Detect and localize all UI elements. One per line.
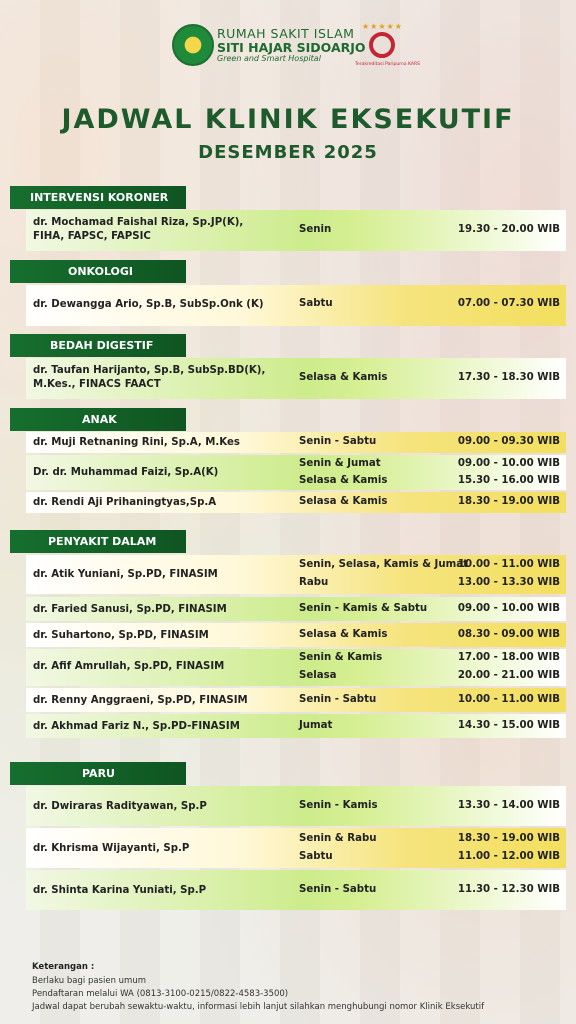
schedule-day: Senin - Sabtu [299, 436, 377, 447]
schedule-row [26, 870, 566, 910]
schedule-time: 17.30 - 18.30 WIB [457, 372, 560, 383]
schedule-day: Selasa & Kamis [299, 475, 388, 486]
doctor-name: dr. Renny Anggraeni, Sp.PD, FINASIM [33, 695, 248, 706]
schedule-day: Sabtu [299, 851, 333, 862]
notes-line: Berlaku bagi pasien umum [32, 976, 146, 986]
schedule-row [26, 649, 566, 686]
section-header-onkologi: ONKOLOGI [10, 260, 186, 283]
schedule-time: 13.30 - 14.00 WIB [457, 800, 560, 811]
doctor-name: Dr. dr. Muhammad Faizi, Sp.A(K) [33, 467, 219, 478]
schedule-row [26, 714, 566, 738]
schedule-time: 10.00 - 11.00 WIB [457, 559, 560, 570]
schedule-row [26, 786, 566, 826]
schedule-day: Sabtu [299, 298, 333, 309]
schedule-time: 18.30 - 19.00 WIB [457, 496, 560, 507]
schedule-time: 14.30 - 15.00 WIB [457, 720, 560, 731]
notes-line: Pendaftaran melalui WA (0813-3100-0215/0822-4583-3500) [32, 989, 289, 999]
schedule-row [26, 432, 566, 453]
doctor-name: dr. Afif Amrullah, Sp.PD, FINASIM [33, 661, 225, 672]
schedule-time: 13.00 - 13.30 WIB [457, 577, 560, 588]
schedule-time: 07.00 - 07.30 WIB [457, 298, 560, 309]
hospital-logo-icon [172, 24, 214, 66]
schedule-time: 19.30 - 20.00 WIB [457, 224, 560, 235]
doctor-name: dr. Khrisma Wijayanti, Sp.P [33, 843, 190, 854]
schedule-time: 08.30 - 09.00 WIB [457, 629, 560, 640]
schedule-row [26, 623, 566, 647]
doctor-name: dr. Atik Yuniani, Sp.PD, FINASIM [33, 569, 218, 580]
schedule-day: Selasa & Kamis [299, 496, 388, 507]
doctor-name: dr. Muji Retnaning Rini, Sp.A, M.Kes [33, 437, 240, 448]
stars-icon: ★★★★★ [362, 22, 403, 31]
section-header-anak: ANAK [10, 408, 186, 431]
schedule-row [26, 492, 566, 513]
schedule-time: 09.00 - 09.30 WIB [457, 436, 560, 447]
schedule-row [26, 210, 566, 251]
schedule-time: 11.30 - 12.30 WIB [457, 884, 560, 895]
schedule-day: Senin & Rabu [299, 833, 377, 844]
page-title: JADWAL KLINIK EKSEKUTIF [61, 104, 515, 135]
doctor-name: dr. Faried Sanusi, Sp.PD, FINASIM [33, 604, 227, 615]
schedule-row [26, 828, 566, 868]
schedule-day: Senin [299, 224, 332, 235]
schedule-day: Selasa & Kamis [299, 372, 388, 383]
section-header-penyakit-dalam: PENYAKIT DALAM [10, 530, 186, 553]
schedule-day: Senin - Sabtu [299, 694, 377, 705]
doctor-name: dr. Taufan Harijanto, Sp.B, SubSp.BD(K), M.Kes., FINACS FAACT [33, 365, 266, 390]
schedule-row [26, 358, 566, 399]
hospital-tagline: Green and Smart Hospital [217, 54, 321, 63]
schedule-day: Senin - Sabtu [299, 884, 377, 895]
schedule-day: Jumat [299, 720, 333, 731]
schedule-time: 09.00 - 10.00 WIB [457, 603, 560, 614]
schedule-day: Senin & Kamis [299, 652, 383, 663]
accreditation-text: Terakreditasi Paripurna KARS [355, 62, 420, 67]
doctor-name: dr. Suhartono, Sp.PD, FINASIM [33, 630, 209, 641]
schedule-time: 15.30 - 16.00 WIB [457, 475, 560, 486]
ribbon-icon [369, 32, 395, 58]
schedule-time: 09.00 - 10.00 WIB [457, 458, 560, 469]
section-header-koroner: INTERVENSI KORONER [10, 186, 186, 209]
schedule-day: Senin & Jumat [299, 458, 381, 469]
schedule-day: Senin, Selasa, Kamis & Jumat [299, 559, 468, 570]
schedule-day: Rabu [299, 577, 329, 588]
schedule-time: 18.30 - 19.00 WIB [457, 833, 560, 844]
section-header-paru: PARU [10, 762, 186, 785]
schedule-row [26, 285, 566, 326]
notes-line: Jadwal dapat berubah sewaktu-waktu, informasi lebih lanjut silahkan menghubungi nomor Klinik Eksekutif [32, 1002, 485, 1012]
doctor-name: dr. Dewangga Ario, Sp.B, SubSp.Onk (K) [33, 299, 264, 310]
schedule-day: Selasa [299, 670, 337, 681]
paripurna-logo [355, 22, 420, 72]
schedule-time: 20.00 - 21.00 WIB [457, 670, 560, 681]
schedule-row [26, 555, 566, 594]
doctor-name: dr. Mochamad Faishal Riza, Sp.JP(K), FIHA, FAPSC, FAPSIC [33, 217, 244, 242]
schedule-row [26, 688, 566, 712]
schedule-day: Selasa & Kamis [299, 629, 388, 640]
schedule-time: 11.00 - 12.00 WIB [457, 851, 560, 862]
hospital-name-line2: SITI HAJAR SIDOARJO [217, 40, 366, 55]
doctor-name: dr. Akhmad Fariz N., Sp.PD-FINASIM [33, 721, 240, 732]
doctor-name: dr. Dwiraras Radityawan, Sp.P [33, 801, 207, 812]
schedule-row [26, 597, 566, 621]
doctor-name: dr. Rendi Aji Prihaningtyas,Sp.A [33, 497, 217, 508]
schedule-day: Senin - Kamis [299, 800, 378, 811]
notes-title: Keterangan : [32, 962, 95, 972]
page-subtitle: DESEMBER 2025 [198, 142, 378, 163]
hospital-name-line1: RUMAH SAKIT ISLAM [217, 26, 355, 41]
schedule-day: Senin - Kamis & Sabtu [299, 603, 428, 614]
schedule-row [26, 455, 566, 490]
schedule-time: 10.00 - 11.00 WIB [457, 694, 560, 705]
schedule-time: 17.00 - 18.00 WIB [457, 652, 560, 663]
section-header-digestif: BEDAH DIGESTIF [10, 334, 186, 357]
doctor-name: dr. Shinta Karina Yuniati, Sp.P [33, 885, 207, 896]
